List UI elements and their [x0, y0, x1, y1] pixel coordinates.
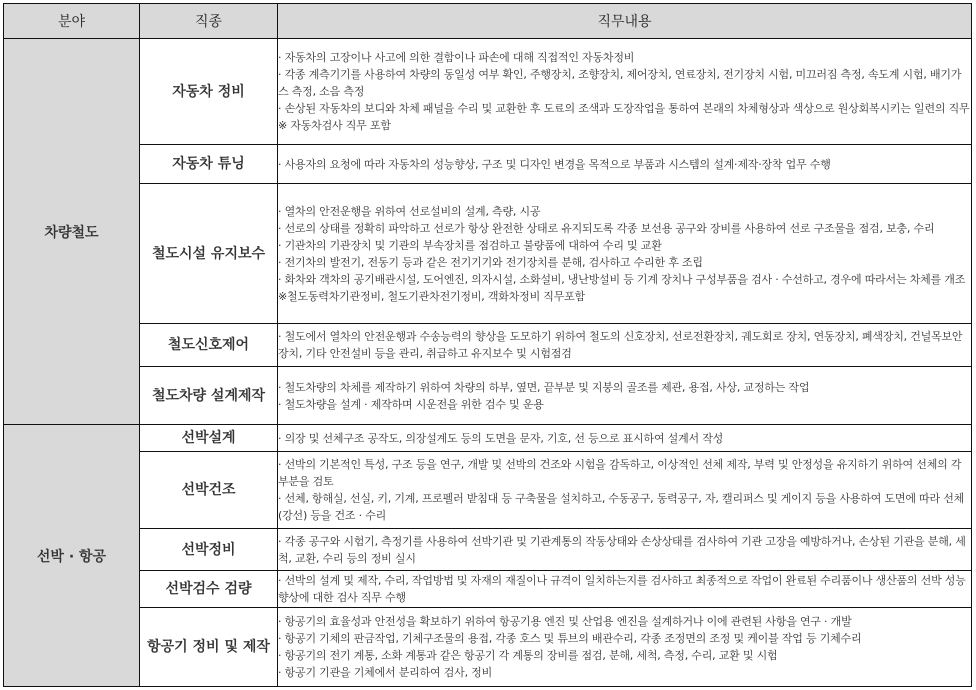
header-field: 분야	[4, 4, 140, 39]
job-duties-table	[3, 3, 972, 687]
job-cell: 철도차량 설계제작	[140, 367, 278, 425]
duties-cell	[278, 324, 972, 367]
duty-line: ※ 자동차검사 직무 포함	[278, 119, 391, 132]
job-cell: 선박설계	[140, 425, 278, 452]
job-cell: 선박건조	[140, 452, 278, 529]
header-duties: 직무내용	[278, 4, 972, 39]
duty-line: · 항공기의 전기 계통, 소화 계통과 같은 항공기 각 계통의 장비를 점검, 분해, 세척, 측정, 수리, 교환 및 시험	[278, 649, 778, 662]
table-row	[4, 184, 972, 324]
duties-cell	[278, 367, 972, 425]
job-cell: 선박정비	[140, 529, 278, 571]
duty-line: · 기관차의 기관장치 및 기관의 부속장치를 점검하고 불량품에 대하여 수리 및 교환	[278, 238, 662, 252]
duties-cell	[278, 529, 972, 571]
table-row	[4, 608, 972, 687]
duty-line: · 항공기 기관을 기체에서 분리하여 검사, 정비	[278, 666, 493, 679]
header-job: 직종	[140, 4, 278, 39]
duties-cell	[278, 608, 972, 687]
table-row	[4, 367, 972, 425]
duty-line: · 손상된 자동차의 보디와 차체 패널을 수리 및 교환한 후 도료의 조색과 도장작업을 통하여 본래의 차체형상과 색상으로 원상회복시키는 일련의 직무	[278, 102, 970, 115]
duty-line: · 사용자의 요청에 따라 자동차의 성능향상, 구조 및 디자인 변경을 목적으로 부품과 시스템의 설계·제작·장착 업무 수행	[278, 157, 831, 171]
duty-line: · 각종 계측기기를 사용하여 차량의 동일성 여부 확인, 주행장치, 조향장치, 제어장치, 연료장치, 전기장치 시험, 미끄러짐 측정, 속도계 시험, 배기가스 측정, 소음 측정	[278, 68, 962, 98]
duty-line: · 철도에서 열차의 안전운행과 수송능력의 향상을 도모하기 위하여 철도의 신호장치, 선로전환장치, 궤도회로 장치, 연동장치, 폐색장치, 건널목보안장치, 기타 안전설비 등을 관리, 취급하고 유지보수 및 시험점검	[278, 330, 963, 360]
table-row	[4, 145, 972, 184]
duty-line: · 화차와 객차의 공기배관시설, 도어엔진, 의자시설, 소화설비, 냉난방설비 등 기계 장치나 구성부품을 검사 · 수선하고, 경우에 따라서는 차체를 개조	[278, 272, 966, 286]
duty-line: · 철도차량의 차체를 제작하기 위하여 차량의 하부, 옆면, 끝부분 및 지붕의 골조를 제관, 용접, 사상, 교정하는 작업	[278, 380, 810, 394]
duties-cell	[278, 184, 972, 324]
table-row	[4, 425, 972, 452]
duties-cell	[278, 452, 972, 529]
table-row	[4, 39, 972, 145]
job-cell: 자동차 튜닝	[140, 145, 278, 184]
duties-cell	[278, 425, 972, 452]
table-row	[4, 324, 972, 367]
field-cell: 선박 · 항공	[4, 425, 140, 687]
duty-line: · 선체, 항해실, 선실, 키, 기계, 프로펠러 받침대 등 구축물을 설치하고, 수동공구, 동력공구, 자, 캘리퍼스 및 게이지 등을 사용하여 도면에 따라 선체(강선) 등을 건조 · 수리	[278, 492, 965, 522]
table-row	[4, 452, 972, 529]
job-cell: 철도신호제어	[140, 324, 278, 367]
duties-cell	[278, 145, 972, 184]
duties-cell	[278, 571, 972, 608]
duty-line: · 의장 및 선체구조 공작도, 의장설계도 등의 도면을 문자, 기호, 선 등으로 표시하여 설계서 작성	[278, 431, 724, 445]
job-cell: 선박검수 검량	[140, 571, 278, 608]
duty-line: · 각종 공구와 시험기, 측정기를 사용하여 선박기관 및 기관계통의 작동상태와 손상상태를 검사하여 기관 고장을 예방하거나, 손상된 기관을 분해, 세척, 교환, 수리 등의 정비 실시	[278, 534, 966, 565]
duty-line: · 철도차량을 설계 · 제작하며 시운전을 위한 검수 및 운용	[278, 397, 544, 411]
duty-line: · 열차의 안전운행을 위하여 선로설비의 설계, 측량, 시공	[278, 204, 541, 218]
header-row	[4, 4, 972, 39]
duty-line: ※철도동력차기관정비, 철도기관차전기정비, 객화차정비 직무포함	[278, 289, 585, 303]
duty-line: · 항공기 기체의 판금작업, 기체구조물의 용접, 각종 호스 및 튜브의 배관수리, 각종 조정면의 조정 및 케이블 작업 등 기체수리	[278, 632, 862, 645]
duties-cell	[278, 39, 972, 145]
duty-line: · 선로의 상태를 정확히 파악하고 선로가 항상 완전한 상태로 유지되도록 각종 보선용 공구와 장비를 사용하여 선로 구조물을 점검, 보충, 수리	[278, 221, 935, 235]
duty-line: · 전기차의 발전기, 전동기 등과 같은 전기기기와 전기장치를 분해, 검사하고 수리한 후 조립	[278, 255, 703, 269]
duty-line: · 선박의 기본적인 특성, 구조 등을 연구, 개발 및 선박의 건조와 시험을 감독하고, 이상적인 선체 제작, 부력 및 안정성을 유지하기 위하여 선체의 각 부분을 검토	[278, 458, 962, 488]
field-cell: 차량철도	[4, 39, 140, 425]
job-cell: 철도시설 유지보수	[140, 184, 278, 324]
duty-line: · 선박의 설계 및 제작, 수리, 작업방법 및 자재의 재질이나 규격이 일치하는지를 검사하고 최종적으로 작업이 완료된 수리품이나 생산품의 선박 성능향상에 대한 검사 직무 수행	[278, 574, 966, 604]
duty-line: · 항공기의 효율성과 안전성을 확보하기 위하여 항공기용 엔진 및 산업용 엔진을 설계하거나 이에 관련된 사항을 연구 · 개발	[278, 615, 852, 628]
table-row	[4, 529, 972, 571]
job-cell: 자동차 정비	[140, 39, 278, 145]
job-cell: 항공기 정비 및 제작	[140, 608, 278, 687]
duty-line: · 자동차의 고장이나 사고에 의한 결함이나 파손에 대해 직접적인 자동차정비	[278, 51, 635, 64]
table-row	[4, 571, 972, 608]
